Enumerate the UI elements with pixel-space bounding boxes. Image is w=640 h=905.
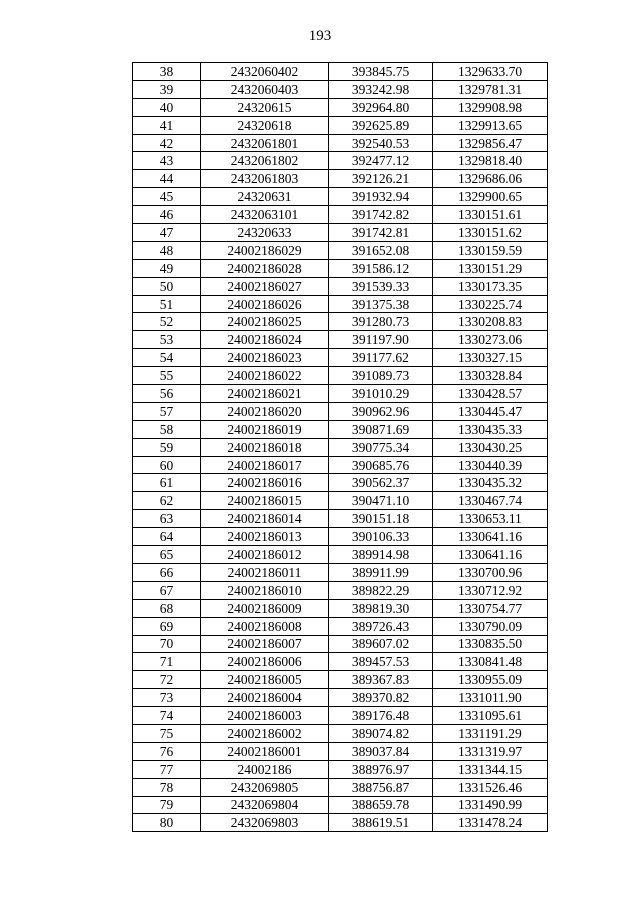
point-id-cell: 24002186029 — [201, 241, 329, 259]
point-id-cell: 24002186019 — [201, 420, 329, 438]
point-number-cell: 48 — [133, 241, 201, 259]
table-row — [133, 188, 548, 206]
point-id-cell: 24002186010 — [201, 581, 329, 599]
point-id-cell: 2432063101 — [201, 206, 329, 224]
x-coordinate-cell: 391280.73 — [329, 313, 433, 331]
y-coordinate-cell: 1329818.40 — [433, 152, 548, 170]
point-id-cell: 2432061801 — [201, 134, 329, 152]
point-number-cell: 72 — [133, 671, 201, 689]
x-coordinate-cell: 390562.37 — [329, 474, 433, 492]
point-id-cell: 24002186004 — [201, 689, 329, 707]
y-coordinate-cell: 1330754.77 — [433, 599, 548, 617]
table-row — [133, 635, 548, 653]
y-coordinate-cell: 1329781.31 — [433, 80, 548, 98]
x-coordinate-cell: 389457.53 — [329, 653, 433, 671]
table-row — [133, 599, 548, 617]
x-coordinate-cell: 390106.33 — [329, 528, 433, 546]
point-number-cell: 73 — [133, 689, 201, 707]
y-coordinate-cell: 1330835.50 — [433, 635, 548, 653]
point-id-cell: 2432069803 — [201, 814, 329, 832]
x-coordinate-cell: 392625.89 — [329, 116, 433, 134]
point-number-cell: 38 — [133, 63, 201, 81]
point-id-cell: 24002186020 — [201, 402, 329, 420]
y-coordinate-cell: 1331191.29 — [433, 724, 548, 742]
x-coordinate-cell: 391375.38 — [329, 295, 433, 313]
table-row — [133, 420, 548, 438]
x-coordinate-cell: 390775.34 — [329, 438, 433, 456]
y-coordinate-cell: 1329633.70 — [433, 63, 548, 81]
y-coordinate-cell: 1329686.06 — [433, 170, 548, 188]
x-coordinate-cell: 388659.78 — [329, 796, 433, 814]
point-id-cell: 24002186009 — [201, 599, 329, 617]
point-number-cell: 79 — [133, 796, 201, 814]
point-number-cell: 74 — [133, 707, 201, 725]
point-number-cell: 46 — [133, 206, 201, 224]
point-number-cell: 68 — [133, 599, 201, 617]
y-coordinate-cell: 1330208.83 — [433, 313, 548, 331]
table-row — [133, 80, 548, 98]
point-number-cell: 47 — [133, 224, 201, 242]
point-number-cell: 71 — [133, 653, 201, 671]
point-id-cell: 24320615 — [201, 98, 329, 116]
point-id-cell: 24002186003 — [201, 707, 329, 725]
point-id-cell: 24002186002 — [201, 724, 329, 742]
y-coordinate-cell: 1329856.47 — [433, 134, 548, 152]
table-row — [133, 224, 548, 242]
table-row — [133, 742, 548, 760]
point-number-cell: 64 — [133, 528, 201, 546]
y-coordinate-cell: 1331011.90 — [433, 689, 548, 707]
table-row — [133, 653, 548, 671]
point-number-cell: 63 — [133, 510, 201, 528]
point-id-cell: 24002186012 — [201, 546, 329, 564]
x-coordinate-cell: 391652.08 — [329, 241, 433, 259]
y-coordinate-cell: 1331478.24 — [433, 814, 548, 832]
point-number-cell: 57 — [133, 402, 201, 420]
x-coordinate-cell: 392477.12 — [329, 152, 433, 170]
table-row — [133, 778, 548, 796]
table-row — [133, 367, 548, 385]
y-coordinate-cell: 1330159.59 — [433, 241, 548, 259]
table-row — [133, 563, 548, 581]
table-row — [133, 116, 548, 134]
page-number: 193 — [308, 28, 332, 44]
table-row — [133, 617, 548, 635]
point-number-cell: 39 — [133, 80, 201, 98]
point-id-cell: 24002186023 — [201, 349, 329, 367]
table-row — [133, 474, 548, 492]
point-number-cell: 66 — [133, 563, 201, 581]
x-coordinate-cell: 391197.90 — [329, 331, 433, 349]
x-coordinate-cell: 391089.73 — [329, 367, 433, 385]
y-coordinate-cell: 1330327.15 — [433, 349, 548, 367]
point-id-cell: 24002186017 — [201, 456, 329, 474]
table-row — [133, 277, 548, 295]
point-number-cell: 77 — [133, 760, 201, 778]
x-coordinate-cell: 390471.10 — [329, 492, 433, 510]
y-coordinate-cell: 1330328.84 — [433, 367, 548, 385]
point-id-cell: 2432069805 — [201, 778, 329, 796]
table-row — [133, 707, 548, 725]
table-row — [133, 671, 548, 689]
y-coordinate-cell: 1330641.16 — [433, 528, 548, 546]
table-row — [133, 63, 548, 81]
y-coordinate-cell: 1330435.32 — [433, 474, 548, 492]
table-row — [133, 152, 548, 170]
point-number-cell: 44 — [133, 170, 201, 188]
y-coordinate-cell: 1330225.74 — [433, 295, 548, 313]
table-row — [133, 492, 548, 510]
table-row — [133, 259, 548, 277]
point-id-cell: 24002186016 — [201, 474, 329, 492]
x-coordinate-cell: 392540.53 — [329, 134, 433, 152]
table-row — [133, 349, 548, 367]
table-row — [133, 241, 548, 259]
x-coordinate-cell: 389176.48 — [329, 707, 433, 725]
coordinate-table-body — [133, 63, 548, 832]
table-row — [133, 724, 548, 742]
x-coordinate-cell: 389370.82 — [329, 689, 433, 707]
point-id-cell: 24002186007 — [201, 635, 329, 653]
x-coordinate-cell: 388976.97 — [329, 760, 433, 778]
y-coordinate-cell: 1330428.57 — [433, 385, 548, 403]
point-number-cell: 65 — [133, 546, 201, 564]
table-row — [133, 206, 548, 224]
y-coordinate-cell: 1330467.74 — [433, 492, 548, 510]
point-id-cell: 24002186011 — [201, 563, 329, 581]
point-id-cell: 24002186014 — [201, 510, 329, 528]
point-number-cell: 55 — [133, 367, 201, 385]
point-number-cell: 70 — [133, 635, 201, 653]
table-row — [133, 528, 548, 546]
point-id-cell: 2432060403 — [201, 80, 329, 98]
point-id-cell: 24002186027 — [201, 277, 329, 295]
table-row — [133, 98, 548, 116]
point-id-cell: 24002186013 — [201, 528, 329, 546]
table-row — [133, 170, 548, 188]
table-row — [133, 581, 548, 599]
x-coordinate-cell: 389607.02 — [329, 635, 433, 653]
point-number-cell: 51 — [133, 295, 201, 313]
point-number-cell: 52 — [133, 313, 201, 331]
table-row — [133, 385, 548, 403]
x-coordinate-cell: 393845.75 — [329, 63, 433, 81]
point-id-cell: 24320618 — [201, 116, 329, 134]
y-coordinate-cell: 1331490.99 — [433, 796, 548, 814]
point-number-cell: 53 — [133, 331, 201, 349]
point-number-cell: 54 — [133, 349, 201, 367]
y-coordinate-cell: 1331319.97 — [433, 742, 548, 760]
point-id-cell: 2432061802 — [201, 152, 329, 170]
point-number-cell: 58 — [133, 420, 201, 438]
y-coordinate-cell: 1330700.96 — [433, 563, 548, 581]
point-id-cell: 2432069804 — [201, 796, 329, 814]
x-coordinate-cell: 392126.21 — [329, 170, 433, 188]
x-coordinate-cell: 391742.82 — [329, 206, 433, 224]
y-coordinate-cell: 1331344.15 — [433, 760, 548, 778]
table-row — [133, 331, 548, 349]
x-coordinate-cell: 389074.82 — [329, 724, 433, 742]
x-coordinate-cell: 390151.18 — [329, 510, 433, 528]
y-coordinate-cell: 1329913.65 — [433, 116, 548, 134]
point-id-cell: 24002186021 — [201, 385, 329, 403]
x-coordinate-cell: 391932.94 — [329, 188, 433, 206]
x-coordinate-cell: 391586.12 — [329, 259, 433, 277]
y-coordinate-cell: 1329908.98 — [433, 98, 548, 116]
x-coordinate-cell: 391742.81 — [329, 224, 433, 242]
table-row — [133, 796, 548, 814]
point-id-cell: 2432061803 — [201, 170, 329, 188]
x-coordinate-cell: 391539.33 — [329, 277, 433, 295]
y-coordinate-cell: 1330641.16 — [433, 546, 548, 564]
y-coordinate-cell: 1330841.48 — [433, 653, 548, 671]
point-id-cell: 24002186025 — [201, 313, 329, 331]
table-row — [133, 510, 548, 528]
y-coordinate-cell: 1330440.39 — [433, 456, 548, 474]
table-row — [133, 456, 548, 474]
y-coordinate-cell: 1330151.61 — [433, 206, 548, 224]
point-id-cell: 24002186028 — [201, 259, 329, 277]
table-row — [133, 546, 548, 564]
x-coordinate-cell: 390962.96 — [329, 402, 433, 420]
x-coordinate-cell: 393242.98 — [329, 80, 433, 98]
y-coordinate-cell: 1330445.47 — [433, 402, 548, 420]
x-coordinate-cell: 389037.84 — [329, 742, 433, 760]
y-coordinate-cell: 1330173.35 — [433, 277, 548, 295]
table-row — [133, 689, 548, 707]
point-id-cell: 24002186018 — [201, 438, 329, 456]
x-coordinate-cell: 389911.99 — [329, 563, 433, 581]
x-coordinate-cell: 388756.87 — [329, 778, 433, 796]
point-number-cell: 61 — [133, 474, 201, 492]
y-coordinate-cell: 1330273.06 — [433, 331, 548, 349]
point-id-cell: 24002186024 — [201, 331, 329, 349]
x-coordinate-cell: 392964.80 — [329, 98, 433, 116]
table-row — [133, 814, 548, 832]
y-coordinate-cell: 1330430.25 — [433, 438, 548, 456]
x-coordinate-cell: 390685.76 — [329, 456, 433, 474]
x-coordinate-cell: 389819.30 — [329, 599, 433, 617]
point-id-cell: 24002186001 — [201, 742, 329, 760]
point-number-cell: 56 — [133, 385, 201, 403]
table-row — [133, 760, 548, 778]
point-number-cell: 80 — [133, 814, 201, 832]
x-coordinate-cell: 389726.43 — [329, 617, 433, 635]
point-number-cell: 49 — [133, 259, 201, 277]
point-id-cell: 24002186022 — [201, 367, 329, 385]
point-number-cell: 78 — [133, 778, 201, 796]
table-row — [133, 438, 548, 456]
y-coordinate-cell: 1330435.33 — [433, 420, 548, 438]
table-row — [133, 402, 548, 420]
point-id-cell: 24002186026 — [201, 295, 329, 313]
x-coordinate-cell: 389822.29 — [329, 581, 433, 599]
point-id-cell: 24002186008 — [201, 617, 329, 635]
table-row — [133, 134, 548, 152]
point-number-cell: 50 — [133, 277, 201, 295]
y-coordinate-cell: 1330712.92 — [433, 581, 548, 599]
point-number-cell: 59 — [133, 438, 201, 456]
y-coordinate-cell: 1330790.09 — [433, 617, 548, 635]
point-id-cell: 24002186 — [201, 760, 329, 778]
point-id-cell: 24320631 — [201, 188, 329, 206]
x-coordinate-cell: 390871.69 — [329, 420, 433, 438]
table-row — [133, 295, 548, 313]
point-number-cell: 43 — [133, 152, 201, 170]
point-number-cell: 42 — [133, 134, 201, 152]
point-id-cell: 24320633 — [201, 224, 329, 242]
coordinate-table — [132, 62, 548, 832]
y-coordinate-cell: 1331526.46 — [433, 778, 548, 796]
point-number-cell: 41 — [133, 116, 201, 134]
point-number-cell: 75 — [133, 724, 201, 742]
point-number-cell: 67 — [133, 581, 201, 599]
x-coordinate-cell: 389914.98 — [329, 546, 433, 564]
point-id-cell: 2432060402 — [201, 63, 329, 81]
x-coordinate-cell: 389367.83 — [329, 671, 433, 689]
point-id-cell: 24002186015 — [201, 492, 329, 510]
x-coordinate-cell: 388619.51 — [329, 814, 433, 832]
point-number-cell: 45 — [133, 188, 201, 206]
point-number-cell: 40 — [133, 98, 201, 116]
point-number-cell: 76 — [133, 742, 201, 760]
y-coordinate-cell: 1329900.65 — [433, 188, 548, 206]
x-coordinate-cell: 391010.29 — [329, 385, 433, 403]
y-coordinate-cell: 1330955.09 — [433, 671, 548, 689]
y-coordinate-cell: 1330151.29 — [433, 259, 548, 277]
y-coordinate-cell: 1331095.61 — [433, 707, 548, 725]
point-number-cell: 60 — [133, 456, 201, 474]
x-coordinate-cell: 391177.62 — [329, 349, 433, 367]
y-coordinate-cell: 1330151.62 — [433, 224, 548, 242]
y-coordinate-cell: 1330653.11 — [433, 510, 548, 528]
table-row — [133, 313, 548, 331]
point-id-cell: 24002186006 — [201, 653, 329, 671]
point-number-cell: 62 — [133, 492, 201, 510]
point-number-cell: 69 — [133, 617, 201, 635]
point-id-cell: 24002186005 — [201, 671, 329, 689]
